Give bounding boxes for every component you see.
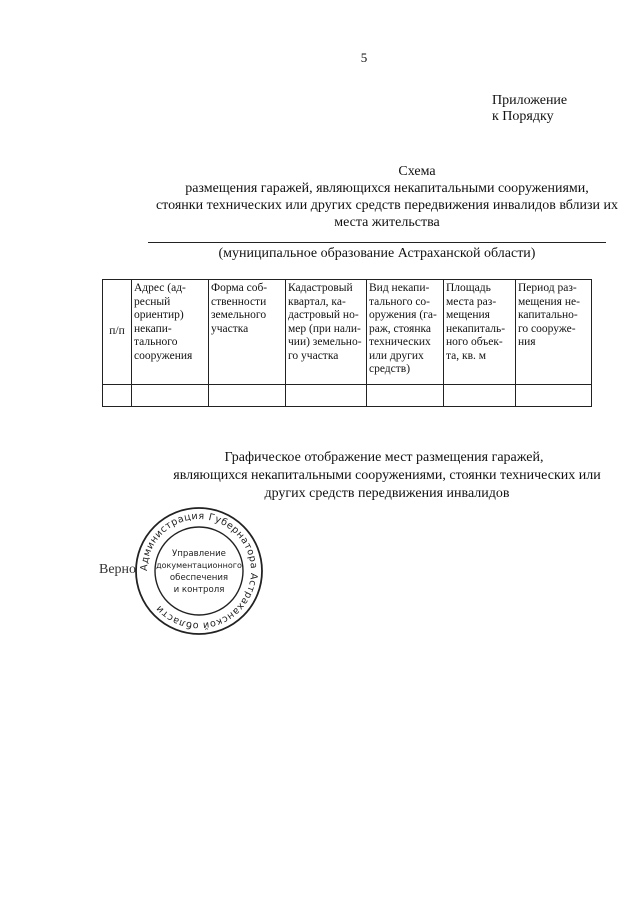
header-cell-address (132, 280, 209, 385)
header-cell-area (444, 280, 516, 385)
header-line: технических (369, 336, 431, 348)
header-cell-structure-type (367, 280, 444, 385)
header-line: ресный (134, 295, 171, 308)
header-line: мещения не- (518, 295, 580, 308)
stamp-inner-ring (155, 527, 243, 615)
header-line: Вид некапи- (369, 282, 430, 294)
header-cell-number (103, 280, 132, 385)
municipality-caption: (муниципальное образование Астраханской области) (218, 246, 536, 261)
header-line: п/п (109, 325, 125, 338)
graphic-title-line-2: являющихся некапитальными сооружениями, стоянки технических или (173, 468, 601, 483)
header-line: го участка (288, 349, 339, 362)
header-line: ного объек- (446, 336, 503, 348)
stamp-inner-line: документационного (156, 561, 242, 570)
header-line: сооружения (134, 349, 193, 362)
municipality-fill-line (148, 242, 606, 243)
header-line: мер (при нали- (288, 322, 361, 335)
appendix-line-2: к Порядку (492, 109, 554, 124)
header-line: тального (134, 336, 178, 348)
stamp-inner-line: и контроля (173, 585, 225, 595)
table-row-empty (103, 385, 592, 407)
table-header-row (103, 280, 592, 385)
official-stamp-seal (133, 505, 265, 637)
title-line-2: размещения гаражей, являющихся некапитальными сооружениями, (185, 181, 589, 196)
appendix-reference (492, 93, 567, 125)
header-line: Период раз- (518, 282, 577, 294)
header-cell-cadastral (286, 280, 367, 385)
table-cell (444, 385, 516, 407)
header-line: тального со- (369, 295, 430, 308)
table-cell (103, 385, 132, 407)
table-cell (516, 385, 592, 407)
header-line: Кадастровый (288, 282, 353, 294)
header-line: Форма соб- (211, 282, 268, 294)
header-line: земельного (211, 309, 267, 321)
appendix-line-1: Приложение (492, 93, 568, 108)
title-line-3: стоянки технических или других средств передвижения инвалидов вблизи их (155, 198, 619, 213)
table-cell (209, 385, 286, 407)
header-line: Адрес (ад- (134, 282, 186, 294)
header-line: Площадь (446, 282, 491, 294)
scheme-table (102, 279, 592, 407)
header-line: некапиталь- (446, 322, 506, 335)
page-number: 5 (360, 50, 368, 65)
graphic-title-line-3: других средств передвижения инвалидов (264, 486, 510, 501)
header-line: чии) земельно- (288, 336, 362, 348)
header-cell-period (516, 280, 592, 385)
certification-verno: Верно (99, 562, 137, 577)
table-cell (132, 385, 209, 407)
header-line: места раз- (446, 295, 497, 308)
header-line: участка (211, 322, 249, 335)
header-line: ориентир) (134, 309, 184, 321)
header-line: или других (369, 349, 424, 362)
header-line: раж, стоянка (369, 322, 432, 335)
title-line-4: места жительства (334, 215, 440, 230)
header-line: некапи- (134, 322, 172, 335)
table-cell (286, 385, 367, 407)
graphic-section-title (100, 449, 640, 503)
stamp-inner-line: обеспечения (169, 573, 229, 583)
stamp-ring-text: Администрация Губернатора Астраханской области (138, 510, 260, 632)
header-line: оружения (га- (369, 309, 437, 321)
graphic-title-line-1: Графическое отображение мест размещения гаражей, (224, 450, 544, 465)
header-line: ственности (211, 295, 267, 308)
header-cell-ownership (209, 280, 286, 385)
header-line: та, кв. м (446, 349, 487, 362)
document-title (100, 163, 640, 231)
header-line: капитально- (518, 309, 578, 321)
header-line: дастровый но- (288, 309, 359, 321)
stamp-inner-line: Управление (172, 549, 226, 559)
header-line: средств) (369, 363, 411, 375)
header-line: ния (518, 336, 536, 348)
header-line: го сооруже- (518, 322, 576, 335)
header-line: квартал, ка- (288, 295, 346, 308)
header-line: мещения (446, 309, 490, 321)
title-line-1: Схема (398, 164, 436, 179)
table-cell (367, 385, 444, 407)
